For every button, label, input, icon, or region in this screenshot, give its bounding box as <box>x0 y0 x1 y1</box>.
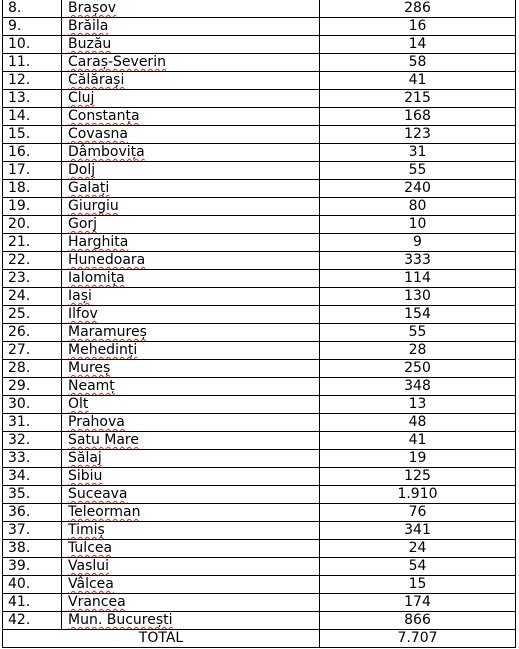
table-row <box>3 0 516 18</box>
table-row <box>3 18 516 36</box>
county-name-text: Mureș <box>68 360 111 376</box>
table-row <box>3 324 516 342</box>
document-page <box>2 0 515 648</box>
county-name-text: Iași <box>68 288 92 304</box>
table-row <box>3 126 516 144</box>
county-name-text: Giurgiu <box>68 198 119 214</box>
value-cell: 125 <box>320 468 516 486</box>
county-name-text: Neamț <box>68 378 115 394</box>
table-row <box>3 594 516 612</box>
county-name-text: Hunedoara <box>68 252 146 268</box>
table-row <box>3 90 516 108</box>
table-row <box>3 252 516 270</box>
row-number-cell: 39. <box>3 558 62 576</box>
county-name-text: Tulcea <box>68 540 113 556</box>
county-name-text: Sibiu <box>68 468 103 484</box>
county-name-text: Ialomița <box>68 270 125 286</box>
county-name-text: Buzău <box>68 36 112 52</box>
value-cell: 333 <box>320 252 516 270</box>
table-row <box>3 558 516 576</box>
county-name-text: Timiș <box>68 522 105 538</box>
county-name-text: Maramureș <box>68 324 147 340</box>
county-name-cell <box>62 504 320 522</box>
value-cell: 28 <box>320 342 516 360</box>
row-number-cell: 15. <box>3 126 62 144</box>
county-name-cell <box>62 36 320 54</box>
value-cell: 54 <box>320 558 516 576</box>
row-number-cell: 34. <box>3 468 62 486</box>
county-name-text: Mehedinți <box>68 342 138 358</box>
table-row <box>3 288 516 306</box>
value-cell: 41 <box>320 432 516 450</box>
county-name-text: Galați <box>68 180 110 196</box>
row-number-cell: 21. <box>3 234 62 252</box>
value-cell: 13 <box>320 396 516 414</box>
county-name-cell <box>62 198 320 216</box>
row-number-cell: 11. <box>3 54 62 72</box>
row-number-cell: 24. <box>3 288 62 306</box>
county-name-text: Satu Mare <box>68 432 139 448</box>
total-value-cell: 7.707 <box>320 630 516 648</box>
county-name-text: Brașov <box>68 0 117 16</box>
table-row <box>3 36 516 54</box>
value-cell: 80 <box>320 198 516 216</box>
row-number-cell: 37. <box>3 522 62 540</box>
value-cell: 58 <box>320 54 516 72</box>
table-row <box>3 504 516 522</box>
county-name-text: Vrancea <box>68 594 126 610</box>
value-cell: 9 <box>320 234 516 252</box>
row-number-cell: 25. <box>3 306 62 324</box>
county-name-cell <box>62 414 320 432</box>
value-cell: 130 <box>320 288 516 306</box>
table-row <box>3 486 516 504</box>
row-number-cell: 33. <box>3 450 62 468</box>
row-number-cell: 27. <box>3 342 62 360</box>
value-cell: 341 <box>320 522 516 540</box>
table-row <box>3 54 516 72</box>
table-row <box>3 576 516 594</box>
table-row <box>3 162 516 180</box>
value-cell: 31 <box>320 144 516 162</box>
county-name-text: Gorj <box>68 216 98 232</box>
county-name-text: Brăila <box>68 18 109 34</box>
value-cell: 215 <box>320 90 516 108</box>
table-row <box>3 414 516 432</box>
county-table <box>2 0 516 648</box>
row-number-cell: 19. <box>3 198 62 216</box>
row-number-cell: 30. <box>3 396 62 414</box>
row-number-cell: 40. <box>3 576 62 594</box>
county-name-cell <box>62 162 320 180</box>
value-cell: 24 <box>320 540 516 558</box>
value-cell: 15 <box>320 576 516 594</box>
row-number-cell: 42. <box>3 612 62 630</box>
value-cell: 168 <box>320 108 516 126</box>
county-name-cell <box>62 144 320 162</box>
table-row <box>3 198 516 216</box>
county-name-text: Caraș-Severin <box>68 54 166 70</box>
county-name-text: Dolj <box>68 162 96 178</box>
county-name-text: Constanța <box>68 108 140 124</box>
row-number-cell: 10. <box>3 36 62 54</box>
value-cell: 240 <box>320 180 516 198</box>
value-cell: 76 <box>320 504 516 522</box>
county-name-text: Vâlcea <box>68 576 114 592</box>
value-cell: 55 <box>320 324 516 342</box>
county-name-cell <box>62 54 320 72</box>
county-name-cell <box>62 558 320 576</box>
table-row <box>3 180 516 198</box>
table-row <box>3 72 516 90</box>
county-name-cell <box>62 234 320 252</box>
county-name-text: Suceava <box>68 486 128 502</box>
table-row <box>3 144 516 162</box>
county-name-text: Ilfov <box>68 306 98 322</box>
county-name-cell <box>62 468 320 486</box>
county-name-cell <box>62 126 320 144</box>
row-number-cell: 13. <box>3 90 62 108</box>
county-name-cell <box>62 576 320 594</box>
value-cell: 14 <box>320 36 516 54</box>
table-row <box>3 540 516 558</box>
county-name-cell <box>62 432 320 450</box>
row-number-cell: 29. <box>3 378 62 396</box>
county-name-cell <box>62 324 320 342</box>
table-row <box>3 468 516 486</box>
county-name-cell <box>62 216 320 234</box>
county-name-text: Olt <box>68 396 89 412</box>
row-number-cell: 36. <box>3 504 62 522</box>
row-number-cell: 22. <box>3 252 62 270</box>
value-cell: 154 <box>320 306 516 324</box>
table-row <box>3 522 516 540</box>
value-cell: 10 <box>320 216 516 234</box>
value-cell: 55 <box>320 162 516 180</box>
county-name-text: Sălaj <box>68 450 102 466</box>
county-name-cell <box>62 342 320 360</box>
row-number-cell: 32. <box>3 432 62 450</box>
value-cell: 286 <box>320 0 516 18</box>
row-number-cell: 9. <box>3 18 62 36</box>
county-name-text: Vaslui <box>68 558 110 574</box>
row-number-cell: 18. <box>3 180 62 198</box>
county-name-cell <box>62 0 320 18</box>
county-name-text: Teleorman <box>68 504 141 520</box>
row-number-cell: 38. <box>3 540 62 558</box>
table-row <box>3 306 516 324</box>
county-name-cell <box>62 540 320 558</box>
table-row <box>3 450 516 468</box>
county-name-text: Dâmbovița <box>68 144 145 160</box>
county-name-cell <box>62 450 320 468</box>
table-row <box>3 234 516 252</box>
row-number-cell: 26. <box>3 324 62 342</box>
county-table-body <box>3 0 516 648</box>
county-name-cell <box>62 72 320 90</box>
total-row <box>3 630 516 648</box>
table-row <box>3 612 516 630</box>
table-row <box>3 108 516 126</box>
row-number-cell: 28. <box>3 360 62 378</box>
row-number-cell: 14. <box>3 108 62 126</box>
county-name-cell <box>62 180 320 198</box>
value-cell: 48 <box>320 414 516 432</box>
county-name-text: Prahova <box>68 414 125 430</box>
county-name-cell <box>62 486 320 504</box>
county-name-text: Mun. București <box>68 612 173 628</box>
row-number-cell: 17. <box>3 162 62 180</box>
value-cell: 19 <box>320 450 516 468</box>
table-row <box>3 216 516 234</box>
value-cell: 123 <box>320 126 516 144</box>
total-label-cell: TOTAL <box>3 630 320 648</box>
county-name-text: Covasna <box>68 126 128 142</box>
value-cell: 866 <box>320 612 516 630</box>
county-name-cell <box>62 522 320 540</box>
row-number-cell: 8. <box>3 0 62 18</box>
table-row <box>3 270 516 288</box>
row-number-cell: 31. <box>3 414 62 432</box>
county-name-cell <box>62 594 320 612</box>
row-number-cell: 23. <box>3 270 62 288</box>
county-name-cell <box>62 252 320 270</box>
county-name-cell <box>62 306 320 324</box>
table-row <box>3 360 516 378</box>
row-number-cell: 12. <box>3 72 62 90</box>
table-row <box>3 342 516 360</box>
county-name-cell <box>62 612 320 630</box>
county-name-cell <box>62 18 320 36</box>
county-name-text: Cluj <box>68 90 95 106</box>
county-name-cell <box>62 396 320 414</box>
value-cell: 348 <box>320 378 516 396</box>
county-name-cell <box>62 108 320 126</box>
value-cell: 41 <box>320 72 516 90</box>
table-row <box>3 396 516 414</box>
value-cell: 16 <box>320 18 516 36</box>
county-name-cell <box>62 360 320 378</box>
county-name-text: Călărași <box>68 72 125 88</box>
value-cell: 250 <box>320 360 516 378</box>
county-name-cell <box>62 270 320 288</box>
value-cell: 114 <box>320 270 516 288</box>
value-cell: 1.910 <box>320 486 516 504</box>
county-name-cell <box>62 288 320 306</box>
table-row <box>3 432 516 450</box>
county-name-cell <box>62 90 320 108</box>
row-number-cell: 20. <box>3 216 62 234</box>
table-row <box>3 378 516 396</box>
value-cell: 174 <box>320 594 516 612</box>
row-number-cell: 16. <box>3 144 62 162</box>
county-name-text: Harghita <box>68 234 129 250</box>
county-name-cell <box>62 378 320 396</box>
row-number-cell: 41. <box>3 594 62 612</box>
row-number-cell: 35. <box>3 486 62 504</box>
